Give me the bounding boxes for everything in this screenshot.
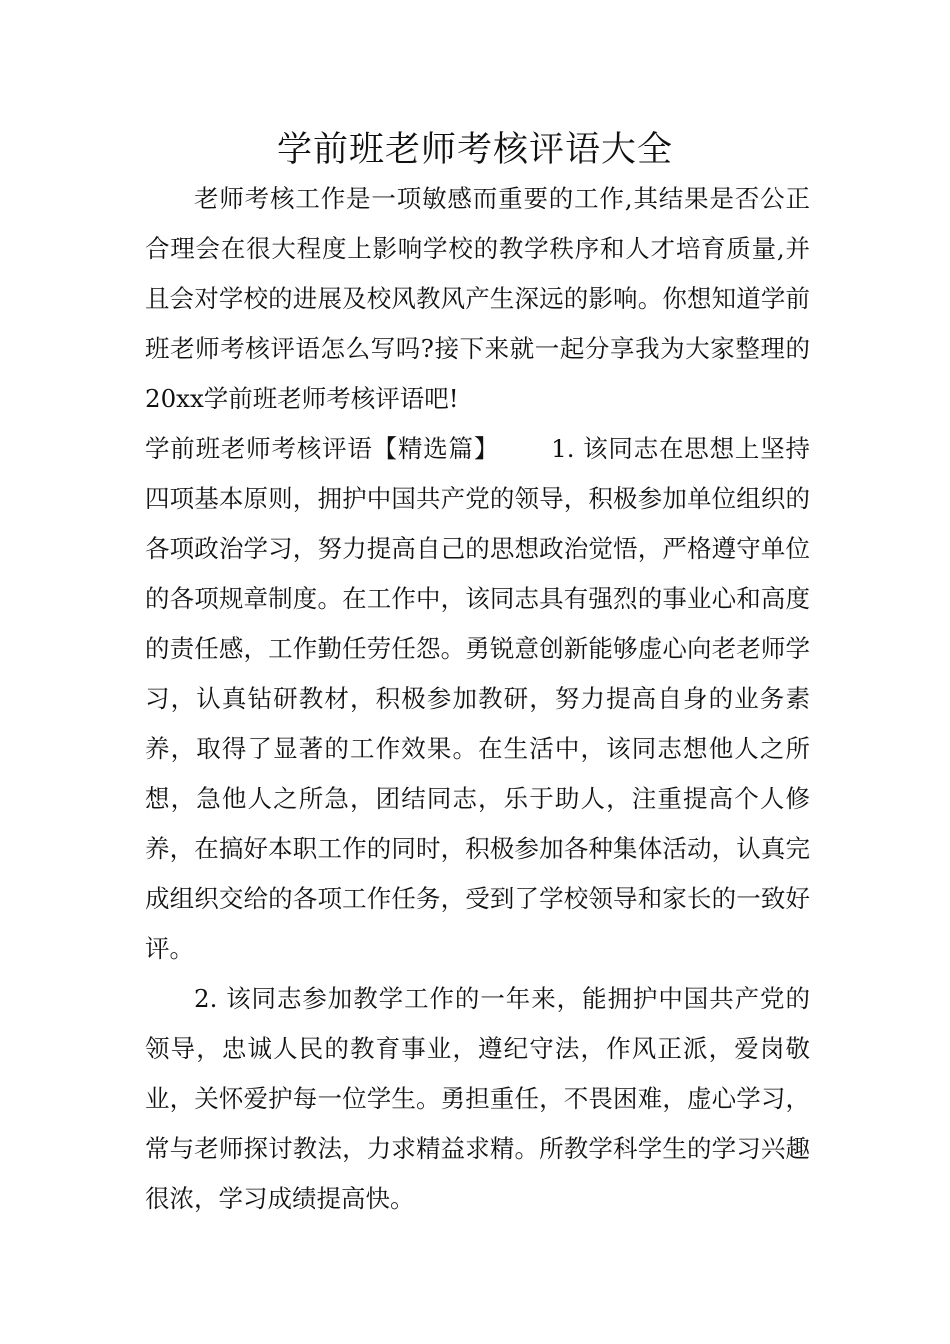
section-paragraph bbox=[145, 424, 810, 974]
review-item-1: 1. 该同志在思想上坚持四项基本原则，拥护中国共产党的领导，积极参加单位组织的各项政治学习，努力提高自己的思想政治觉悟，严格遵守单位的各项规章制度。在工作中，该同志具有强烈的事业心和高度的责任感，工作勤任劳任怨。勇锐意创新能够虚心向老老师学习，认真钻研教材，积极参加教研，努力提高自身的业务素养，取得了显著的工作效果。在生活中，该同志想他人之所想，急他人之所急，团结同志，乐于助人，注重提高个人修养，在搞好本职工作的同时，积极参加各种集体活动，认真完成组织交给的各项工作任务，受到了学校领导和家长的一致好评。 bbox=[145, 434, 810, 963]
page-title: 学前班老师考核评语大全 bbox=[276, 130, 673, 170]
intro-paragraph: 老师考核工作是一项敏感而重要的工作,其结果是否公正合理会在很大程度上影响学校的教学秩序和人才培育质量,并且会对学校的进展及校风教风产生深远的影响。你想知道学前班老师考核评语怎么写吗?接下来就一起分享我为大家整理的20xx学前班老师考核评语吧! bbox=[145, 184, 810, 413]
section-heading: 学前班老师考核评语【精选篇】 bbox=[145, 434, 500, 463]
review-item-2: 2. 该同志参加教学工作的一年来，能拥护中国共产党的领导，忠诚人民的教育事业，遵纪守法，作风正派，爱岗敬业，关怀爱护每一位学生。勇担重任，不畏困难，虚心学习，常与老师探讨教法，力求精益求精。所教学科学生的学习兴趣很浓，学习成绩提高快。 bbox=[145, 984, 810, 1213]
